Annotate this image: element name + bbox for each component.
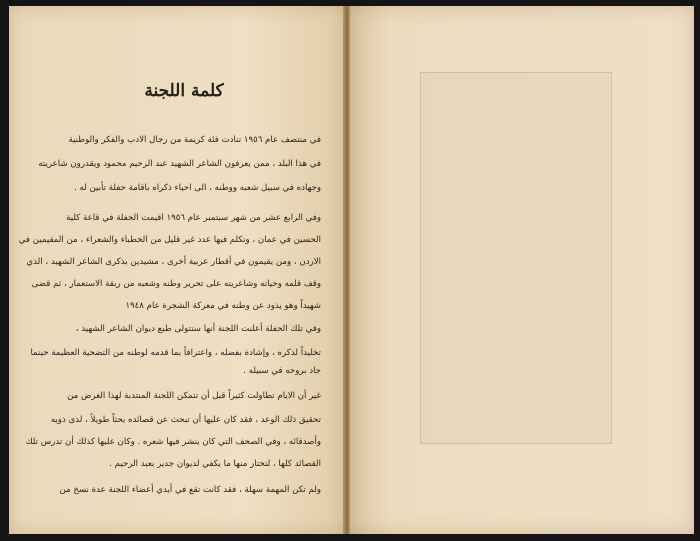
text-line: في منتصف عام ١٩٥٦ تنادت فئة كريمة من رجال الادب والفكر والوطنية: [68, 135, 321, 145]
text-line: ولم تكن المهمة سهلة ، فقد كانت تقع في أيدي أعضاء اللجنة عدة نسخ من: [59, 485, 321, 495]
left-page: [9, 6, 345, 534]
text-line: غير أن الايام تطاولت كثيراً قبل أن تتمكن اللجنة المنتدبة لهذا الغرض من: [67, 391, 321, 401]
text-line: وفي الرابع عشر من شهر سبتمبر عام ١٩٥٦ اقيمت الحفلة في قاعة كلية: [66, 213, 321, 223]
text-line: في هذا البلد ، ممن يعرفون الشاعر الشهيد عبد الرحيم محمود ويقدرون شاعريته: [38, 159, 321, 169]
show-through-image: [420, 72, 612, 444]
text-line: وفي تلك الحفلة أعلنت اللجنة أنها ستتولى طبع ديوان الشاعر الشهيد ،: [75, 324, 321, 334]
page-title: كلمة اللجنة: [144, 81, 224, 101]
text-line: الحسين في عمان ، وتكلم فيها عدد غير قليل من الخطباء والشعراء ، من المقيمين في: [18, 235, 321, 245]
text-line: وأصدقائه ، وفي الصحف التي كان ينشر فيها شعره . وكان عليها كذلك أن تدرس تلك: [25, 437, 321, 447]
text-line: الاردن ، ومن يقيمون في أقطار عربية أخرى ، مشيدين بذكرى الشاعر الشهيد ، الذي: [26, 257, 321, 267]
text-line: شهيداً وهو يذود عن وطنه في معركة الشجرة عام ١٩٤٨: [125, 301, 321, 311]
text-line: تخليداً لذكره ، وإشادة بفضله ، واعترافاً بما قدمه لوطنه من التضحية العظيمة حينما: [30, 348, 321, 358]
text-line: تحقيق ذلك الوعد ، فقد كان عليها أن تبحث عن قصائده بحثاً طويلاً ، لدى ذويه: [50, 415, 321, 425]
right-page: [350, 6, 694, 534]
text-line: وقف قلمه وحياته وشاعريته على تحرير وطنه وشعبه من ربقة الاستعمار ، ثم قضى: [31, 279, 321, 289]
text-line: جاد بروحه في سبيله .: [243, 366, 321, 376]
text-line: وجهاده في سبيل شعبه ووطنه ، الى احياء ذكراه باقامة حفلة تأبين له .: [74, 183, 321, 193]
text-line: القصائد كلها ، لتختار منها ما يكفي لديوان جدير بعبد الرحيم .: [109, 459, 321, 469]
